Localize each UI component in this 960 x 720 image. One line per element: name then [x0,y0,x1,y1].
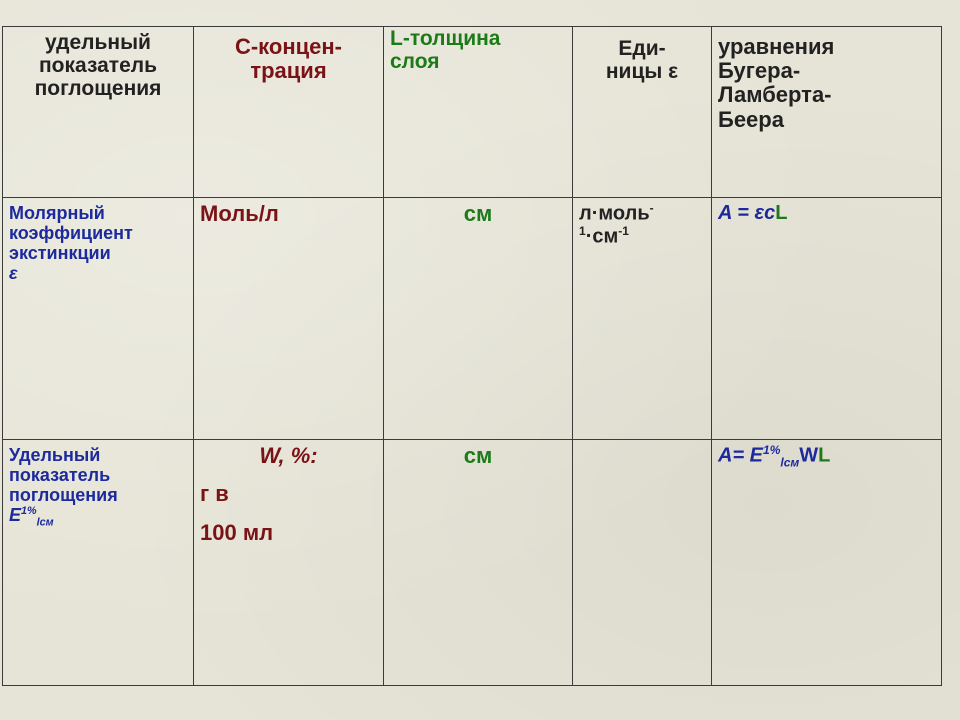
equation-text: A = εс [718,202,776,225]
equation-l: L [775,202,788,225]
header-text: Ламберта- [718,82,832,108]
header-text: С-концен- [234,34,343,59]
cell-concentration-molar [194,198,384,440]
row-label-specific [3,440,194,686]
cell-equation-specific [712,440,942,686]
header-cell-thickness [384,27,573,198]
table-row-molar [3,198,942,440]
header-text: трация [250,58,327,84]
header-text: Бугера- [718,58,801,84]
thickness-value: см [463,443,493,469]
thickness-value: см [463,201,493,227]
units-text: ·см [585,225,619,248]
row-label-sub: lсм [36,516,54,529]
header-text: уравнения [718,34,835,59]
cell-thickness-molar [384,198,573,440]
concentration-value: г в [200,481,229,507]
header-text: поглощения [34,77,162,101]
header-cell-specific-absorbance [3,27,194,198]
concentration-value: 100 мл [200,519,274,545]
cell-units-specific [573,440,712,686]
header-row [3,27,942,198]
header-cell-units [573,27,712,198]
header-text: Беера [718,106,784,132]
concentration-value: W, %: [259,443,318,469]
units-sup: 1 [579,223,586,238]
units-sup: - [649,201,654,216]
units-sup: -1 [618,223,629,238]
cell-concentration-specific [194,440,384,686]
row-label-text: ε [9,262,18,283]
absorbance-table [2,26,942,686]
table-row-specific [3,440,942,686]
cell-equation-molar [712,198,942,440]
equation-text: A= E [718,444,764,467]
equation-sup: 1% [763,443,781,458]
units-text: л·моль [579,202,650,225]
concentration-value: Моль/л [200,201,279,227]
row-label-text: Удельный [9,445,101,466]
header-text: слоя [390,50,440,74]
equation-w: W [799,444,819,467]
cell-thickness-specific [384,440,573,686]
row-label-text: показатель [9,464,111,485]
header-text: показатель [38,54,157,78]
header-cell-concentration [194,27,384,198]
equation-l: L [818,444,831,467]
row-label-text: поглощения [9,484,118,505]
row-label-text: экстинкции [9,242,111,263]
header-text: удельный [45,31,151,54]
header-cell-equation [712,27,942,198]
header-text: L-толщина [390,27,501,50]
row-label-molar [3,198,194,440]
header-text: ницы ε [605,60,679,84]
row-label-sup: 1% [21,504,37,517]
row-label-symbol: E [9,504,22,525]
header-text: Еди- [618,37,666,60]
equation-sub: lсм [780,455,800,470]
row-label-text: Молярный [9,203,105,224]
row-label-text: коэффициент [9,223,133,244]
cell-units-molar [573,198,712,440]
